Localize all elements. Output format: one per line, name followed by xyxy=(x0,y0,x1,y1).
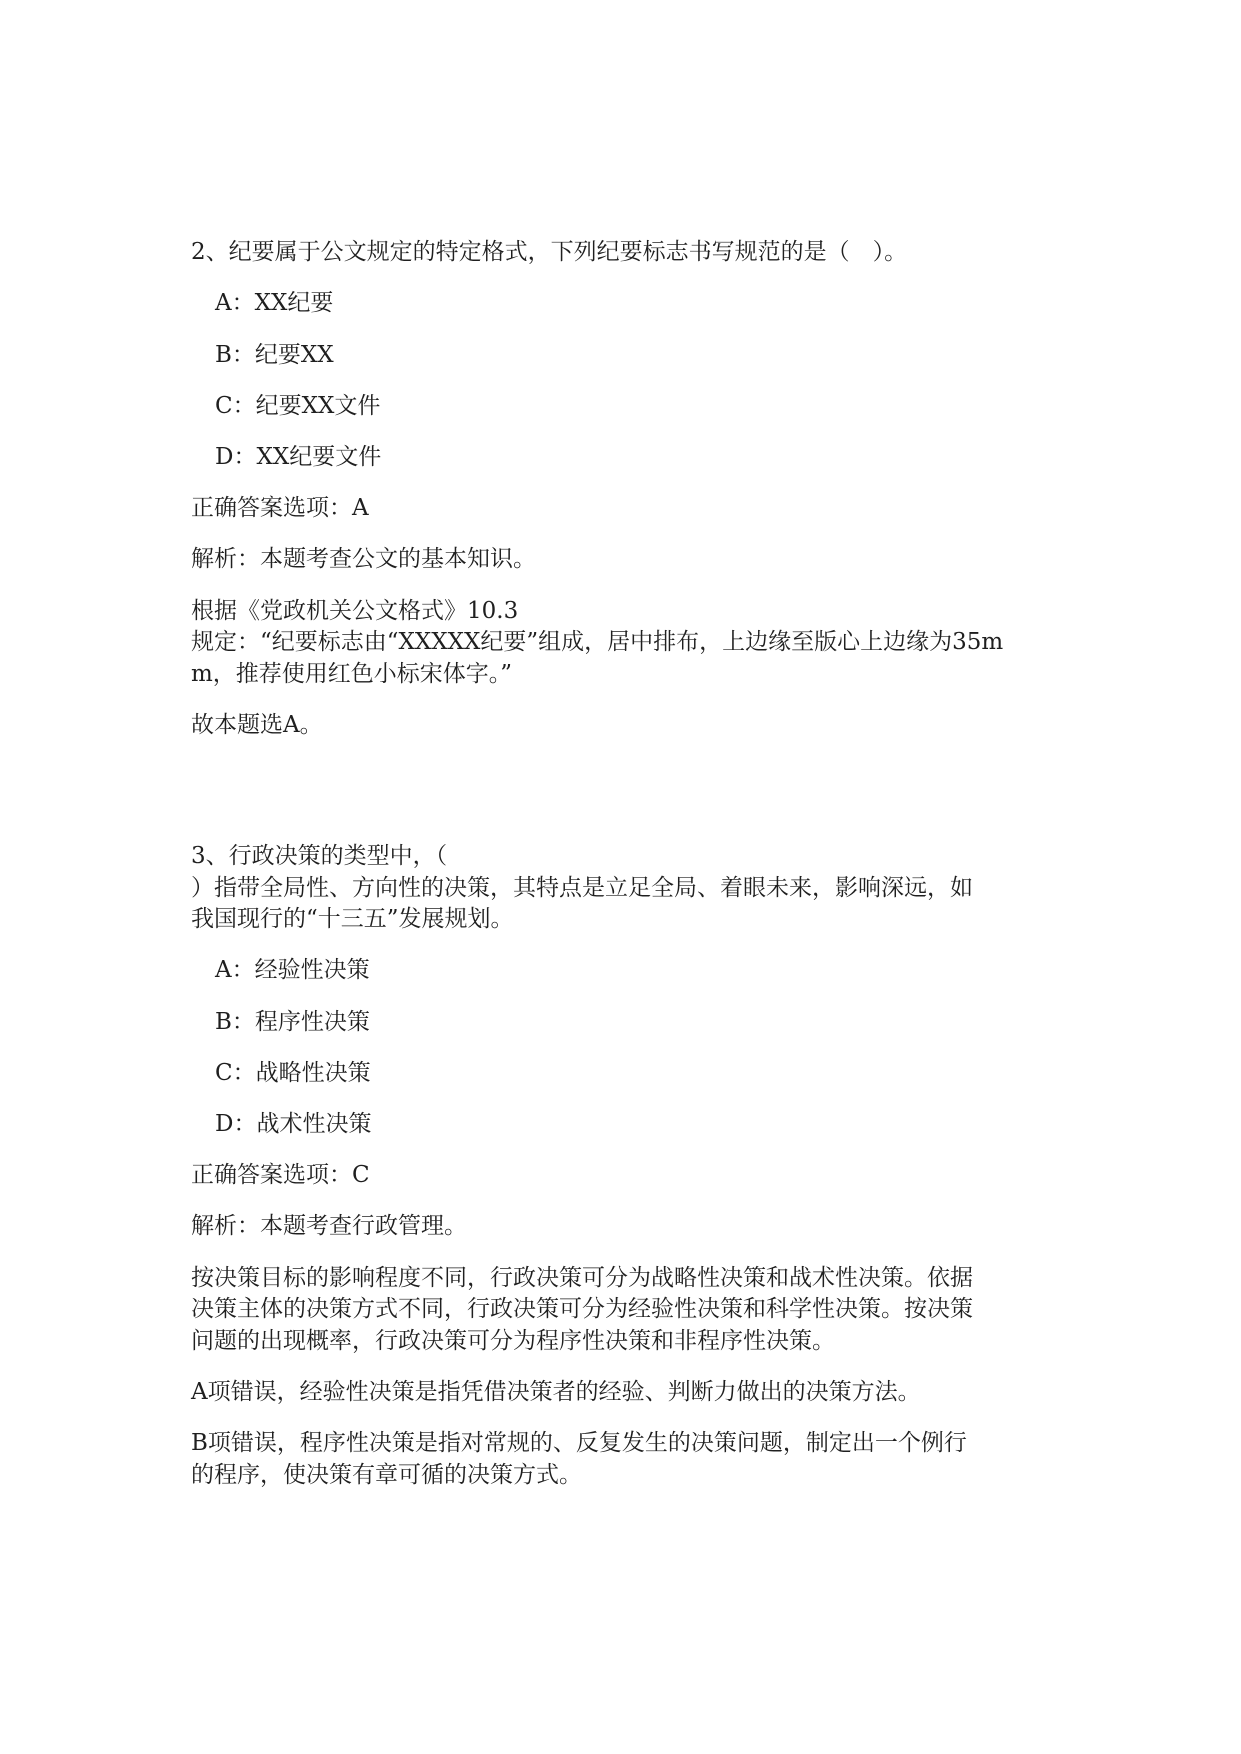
question-3-analysis-line: 按决策目标的影响程度不同，行政决策可分为战略性决策和战术性决策。依据 xyxy=(191,1265,973,1291)
question-3-analysis-line: A项错误，经验性决策是指凭借决策者的经验、判断力做出的决策方法。 xyxy=(191,1379,921,1405)
question-3-analysis-line: 决策主体的决策方式不同，行政决策可分为经验性决策和科学性决策。按决策 xyxy=(191,1296,973,1322)
question-2-conclusion: 故本题选A。 xyxy=(191,712,323,738)
question-3-option-d: D：战术性决策 xyxy=(215,1111,372,1137)
question-2-answer: 正确答案选项：A xyxy=(191,495,369,521)
question-3-answer: 正确答案选项：C xyxy=(191,1162,370,1188)
question-2-option-a: A：XX纪要 xyxy=(215,290,334,316)
question-2-option-b: B：纪要XX xyxy=(215,342,334,368)
question-3-stem: ）指带全局性、方向性的决策，其特点是立足全局、着眼未来，影响深远，如 xyxy=(191,875,973,901)
question-2-stem: 2、纪要属于公文规定的特定格式，下列纪要标志书写规范的是（ ）。 xyxy=(191,239,908,265)
question-3-analysis-line: 问题的出现概率，行政决策可分为程序性决策和非程序性决策。 xyxy=(191,1328,835,1354)
question-3-analysis-title: 解析：本题考查行政管理。 xyxy=(191,1213,467,1239)
question-2-analysis-line: 规定：“纪要标志由“XXXXX纪要”组成，居中排布，上边缘至版心上边缘为35m xyxy=(191,629,1004,655)
question-2-analysis-line: m，推荐使用红色小标宋体字。” xyxy=(191,661,513,687)
question-2-option-c: C：纪要XX文件 xyxy=(215,393,381,419)
question-3-stem: 3、行政决策的类型中，（ xyxy=(191,843,448,869)
question-3-analysis-line: B项错误，程序性决策是指对常规的、反复发生的决策问题，制定出一个例行 xyxy=(191,1430,967,1456)
question-3-option-a: A：经验性决策 xyxy=(215,957,370,983)
question-2-option-d: D：XX纪要文件 xyxy=(215,444,382,470)
question-3-stem: 我国现行的“十三五”发展规划。 xyxy=(191,906,514,932)
question-3-analysis-line: 的程序，使决策有章可循的决策方式。 xyxy=(191,1462,582,1488)
question-2-analysis-line: 根据《党政机关公文格式》10.3 xyxy=(191,598,519,624)
question-2-analysis-title: 解析：本题考查公文的基本知识。 xyxy=(191,546,536,572)
question-3-option-c: C：战略性决策 xyxy=(215,1060,371,1086)
question-3-option-b: B：程序性决策 xyxy=(215,1009,370,1035)
